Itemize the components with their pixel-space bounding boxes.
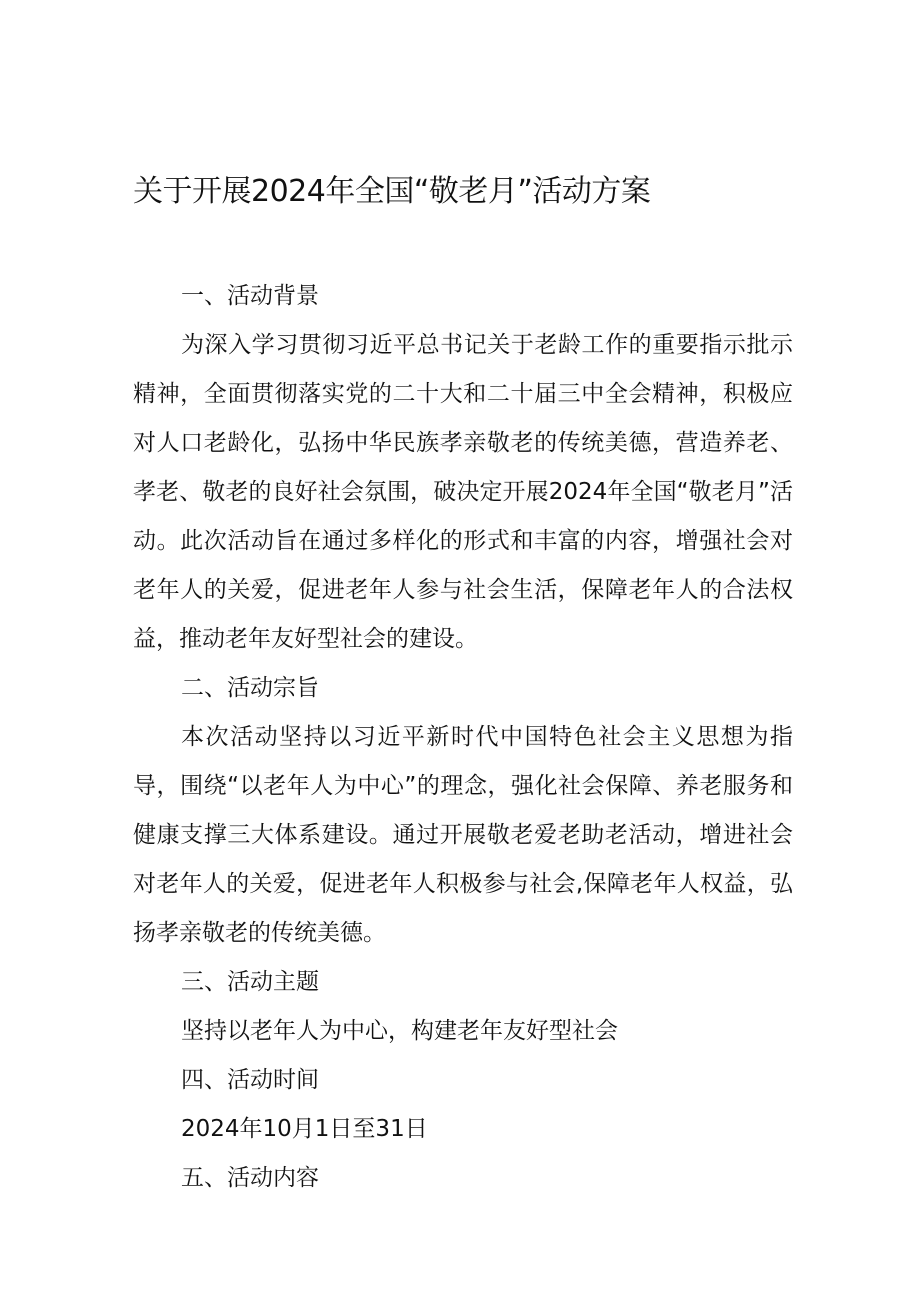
document-body [133, 272, 793, 1203]
section-heading-purpose: 二、活动宗旨 [181, 675, 319, 701]
section-heading-time: 四、活动时间 [181, 1067, 319, 1093]
section-paragraph-theme: 坚持以老年人为中心，构建老年友好型社会 [181, 1018, 618, 1044]
section-paragraph-purpose: 本次活动坚持以习近平新时代中国特色社会主义思想为指导，围绕“以老年人为中心”的理念，强化社会保障、养老服务和健康支撑三大体系建设。通过开展敬老爱老助老活动，增进社会对老年人的关爱，促进老年人积极参与社会,保障老年人权益，弘扬孝亲敬老的传统美德。 [133, 724, 793, 946]
section-heading-background: 一、活动背景 [181, 283, 319, 309]
document-title: 关于开展2024年全国“敬老月”活动方案 [133, 174, 651, 209]
section-heading-theme: 三、活动主题 [181, 969, 319, 995]
section-heading-content: 五、活动内容 [181, 1165, 319, 1191]
section-paragraph-time: 2024年10月1日至31日 [181, 1116, 428, 1142]
section-paragraph-background: 为深入学习贯彻习近平总书记关于老龄工作的重要指示批示精神，全面贯彻落实党的二十大和二十届三中全会精神，积极应对人口老龄化，弘扬中华民族孝亲敬老的传统美德，营造养老、孝老、敬老的良好社会氛围，破决定开展2024年全国“敬老月”活动。此次活动旨在通过多样化的形式和丰富的内容，增强社会对老年人的关爱，促进老年人参与社会生活，保障老年人的合法权益，推动老年友好型社会的建设。 [133, 332, 793, 652]
